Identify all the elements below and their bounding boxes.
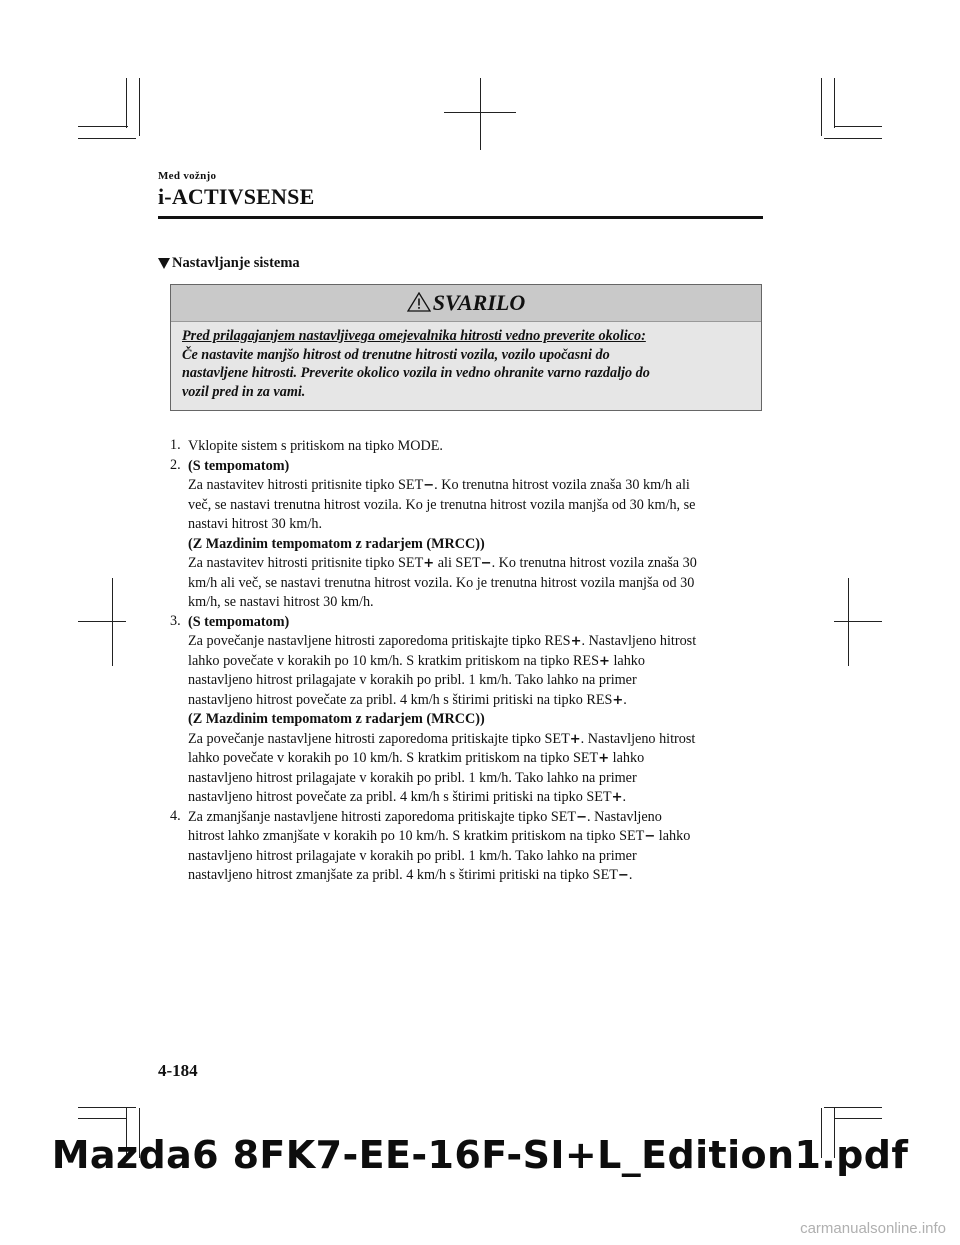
step-text: Za nastavitev hitrosti pritisnite tipko SET−. Ko trenutna hitrost vozila znaša 30 km/h ali	[188, 477, 690, 493]
step-number: 1.	[170, 437, 181, 453]
steps-list	[170, 437, 764, 886]
step-text: lahko povečate v korakih po 10 km/h. S kratkim pritiskom na tipko SET+ lahko	[188, 750, 645, 766]
crop-mark	[126, 78, 127, 128]
step-text: lahko povečate v korakih po 10 km/h. S kratkim pritiskom na tipko RES+ lahko	[188, 652, 645, 669]
watermark: carmanualsonline.info	[800, 1220, 946, 1237]
step-text: nastavljeno hitrost prilagajate v korakih po pribl. 1 km/h. Tako lahko na primer	[188, 672, 637, 688]
crop-mark	[848, 578, 849, 666]
step-text: nastavljeno hitrost povečate za pribl. 4 km/h s štirimi pritiski na tipko RES+.	[188, 691, 627, 708]
crop-mark	[78, 126, 128, 127]
warning-line: Če nastavite manjšo hitrost od trenutne hitrosti vozila, vozilo upočasni do	[182, 346, 610, 363]
step-subheading: (S tempomatom)	[188, 457, 290, 474]
list-item	[170, 437, 764, 457]
subsection-heading	[172, 255, 300, 272]
list-item	[170, 613, 764, 808]
plus-icon: +	[611, 790, 623, 805]
step-text: km/h ali več, se nastavi trenutna hitrost vozila. Ko je trenutna hitrost vozila manjša od 30	[188, 574, 695, 591]
step-text: nastavljeno hitrost prilagajate v korakih po pribl. 1 km/h. Tako lahko na primer	[188, 847, 637, 864]
list-item	[170, 457, 764, 613]
crop-mark	[834, 1118, 882, 1119]
crop-mark	[78, 1118, 126, 1119]
step-subheading: (Z Mazdinim tempomatom z radarjem (MRCC))	[188, 535, 485, 552]
section-label: Med vožnjo	[158, 170, 217, 182]
step-text: nastavljeno hitrost prilagajate v korakih po pribl. 1 km/h. Tako lahko na primer	[188, 769, 637, 786]
title-divider	[158, 216, 763, 219]
crop-mark	[821, 78, 822, 136]
crop-mark	[834, 621, 882, 622]
step-number: 2.	[170, 456, 181, 473]
step-text: več, se nastavi trenutna hitrost vozila. Ko je trenutna hitrost vozila manjša od 30 km/h, se	[188, 496, 696, 513]
minus-icon: −	[617, 868, 629, 883]
crop-mark	[834, 126, 882, 127]
crop-mark	[78, 1107, 136, 1108]
subsection-heading-text: Nastavljanje sistema	[172, 255, 300, 271]
step-text: Za zmanjšanje nastavljene hitrosti zaporedoma pritiskajte tipko SET−. Nastavljeno	[188, 808, 662, 825]
crop-mark	[139, 78, 140, 136]
step-text: nastavljeno hitrost zmanjšate za pribl. 4 km/h s štirimi pritiski na tipko SET−.	[188, 867, 633, 883]
warning-title: SVARILO	[432, 290, 526, 315]
minus-icon: −	[480, 556, 492, 571]
plus-icon: +	[570, 634, 582, 649]
crop-mark	[834, 78, 835, 128]
crop-mark	[78, 138, 136, 139]
step-subheading: (Z Mazdinim tempomatom z radarjem (MRCC))	[188, 711, 485, 727]
crop-mark	[824, 1107, 882, 1108]
minus-icon: −	[423, 478, 435, 493]
plus-icon: +	[612, 692, 624, 708]
step-text: nastavi hitrost 30 km/h.	[188, 516, 322, 532]
warning-line: Pred prilagajanjem nastavljivega omejevalnika hitrosti vedno preverite okolico:	[182, 328, 646, 344]
warning-line: vozil pred in za vami.	[182, 383, 306, 400]
step-text: Za povečanje nastavljene hitrosti zaporedoma pritiskajte tipko SET+. Nastavljeno hitrost	[188, 730, 696, 747]
step-text: Za nastavitev hitrosti pritisnite tipko SET+ ali SET−. Ko trenutna hitrost vozila znaša 30	[188, 555, 697, 571]
footer-filename: Mazda6 8FK7-EE-16F-SI+L_Edition1.pdf	[51, 1133, 909, 1177]
crop-mark	[480, 78, 481, 150]
plus-icon: +	[423, 556, 435, 571]
warning-text	[182, 327, 752, 401]
step-text: hitrost lahko zmanjšate v korakih po 10 km/h. S kratkim pritiskom na tipko SET− lahko	[188, 828, 691, 844]
plus-icon: +	[599, 653, 610, 669]
warning-header	[171, 285, 761, 322]
step-text: Za povečanje nastavljene hitrosti zaporedoma pritiskajte tipko RES+. Nastavljeno hitrost	[188, 633, 697, 649]
plus-icon: +	[598, 751, 610, 766]
step-text: km/h, se nastavi hitrost 30 km/h.	[188, 594, 374, 610]
plus-icon: +	[569, 731, 581, 747]
crop-mark	[112, 578, 113, 666]
page-number: 4-184	[158, 1061, 198, 1080]
triangle-bullet-icon	[158, 258, 170, 269]
crop-mark	[824, 138, 882, 139]
step-number: 4.	[170, 807, 181, 824]
step-number: 3.	[170, 612, 181, 629]
crop-mark	[444, 112, 516, 113]
list-item	[170, 808, 764, 886]
step-text: nastavljeno hitrost povečate za pribl. 4 km/h s štirimi pritiski na tipko SET+.	[188, 789, 627, 805]
step-text: Vklopite sistem s pritiskom na tipko MODE.	[188, 438, 443, 454]
minus-icon: −	[576, 809, 587, 825]
step-subheading: (S tempomatom)	[188, 613, 290, 630]
warning-line: nastavljene hitrosti. Preverite okolico vozila in vedno ohranite varno razdaljo do	[182, 365, 650, 382]
warning-box	[170, 284, 762, 411]
warning-triangle-icon	[407, 292, 431, 312]
minus-icon: −	[644, 829, 656, 844]
crop-mark	[78, 621, 126, 622]
section-title: i-ACTIVSENSE	[158, 184, 315, 209]
